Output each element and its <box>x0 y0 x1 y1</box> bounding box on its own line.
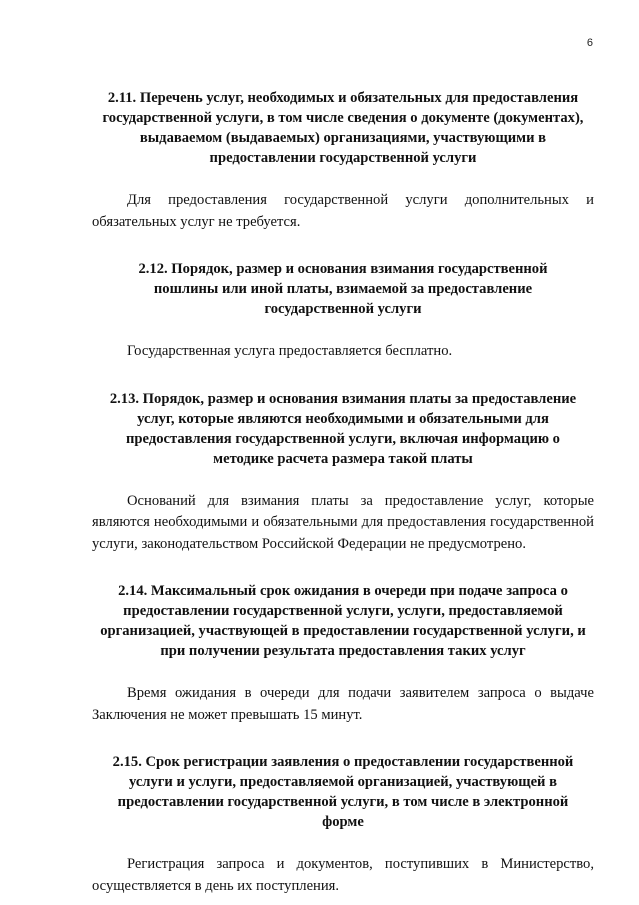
page-number: 6 <box>586 37 593 49</box>
section-heading: 2.13. Порядок, размер и основания взимания платы за предоставление услуг, которые являются необходимыми и обязательными для предоставления государственной услуги, включая информацию о методике расчета размера такой платы <box>109 390 577 467</box>
section-body: Регистрация запроса и документов, поступивших в Министерство, осуществляется в день их поступления. <box>92 856 594 894</box>
section-body: Оснований для взимания платы за предоставление услуг, которые являются необходимыми и обязательными для предоставления государственной услуги, законодательством Российской Федерации не предусмотрено. <box>92 492 594 552</box>
section-heading: 2.11. Перечень услуг, необходимых и обязательных для предоставления государственной услуги, в том числе сведения о документе (документах), выдаваемом (выдаваемых) организациями, участвующими в предоставлении государственной услуги <box>102 90 584 166</box>
section-heading: 2.12. Порядок, размер и основания взимания государственной пошлины или иной платы, взимаемой за предоставление государственной услуги <box>138 261 548 317</box>
section-2-13 <box>92 389 594 556</box>
section-body: Время ожидания в очереди для подачи заявителем запроса о выдаче Заключения не может превышать 15 минут. <box>92 685 594 723</box>
section-heading: 2.14. Максимальный срок ожидания в очереди при подаче запроса о предоставлении государственной услуги, услуги, предоставляемой организацией, участвующей в предоставлении государственной услуги, и при получении результата предоставления таких услуг <box>100 583 586 659</box>
section-body: Для предоставления государственной услуги дополнительных и обязательных услуг не требуется. <box>92 192 594 230</box>
section-heading: 2.15. Срок регистрации заявления о предоставлении государственной услуги и услуги, предоставляемой организацией, участвующей в предоставлении государственной услуги, в том числе в электронной форме <box>112 754 574 830</box>
document-content <box>92 88 594 897</box>
section-2-12 <box>92 259 594 363</box>
section-2-11 <box>92 88 594 233</box>
section-body: Государственная услуга предоставляется бесплатно. <box>127 343 453 359</box>
section-2-15 <box>92 752 594 897</box>
section-2-14 <box>92 581 594 726</box>
